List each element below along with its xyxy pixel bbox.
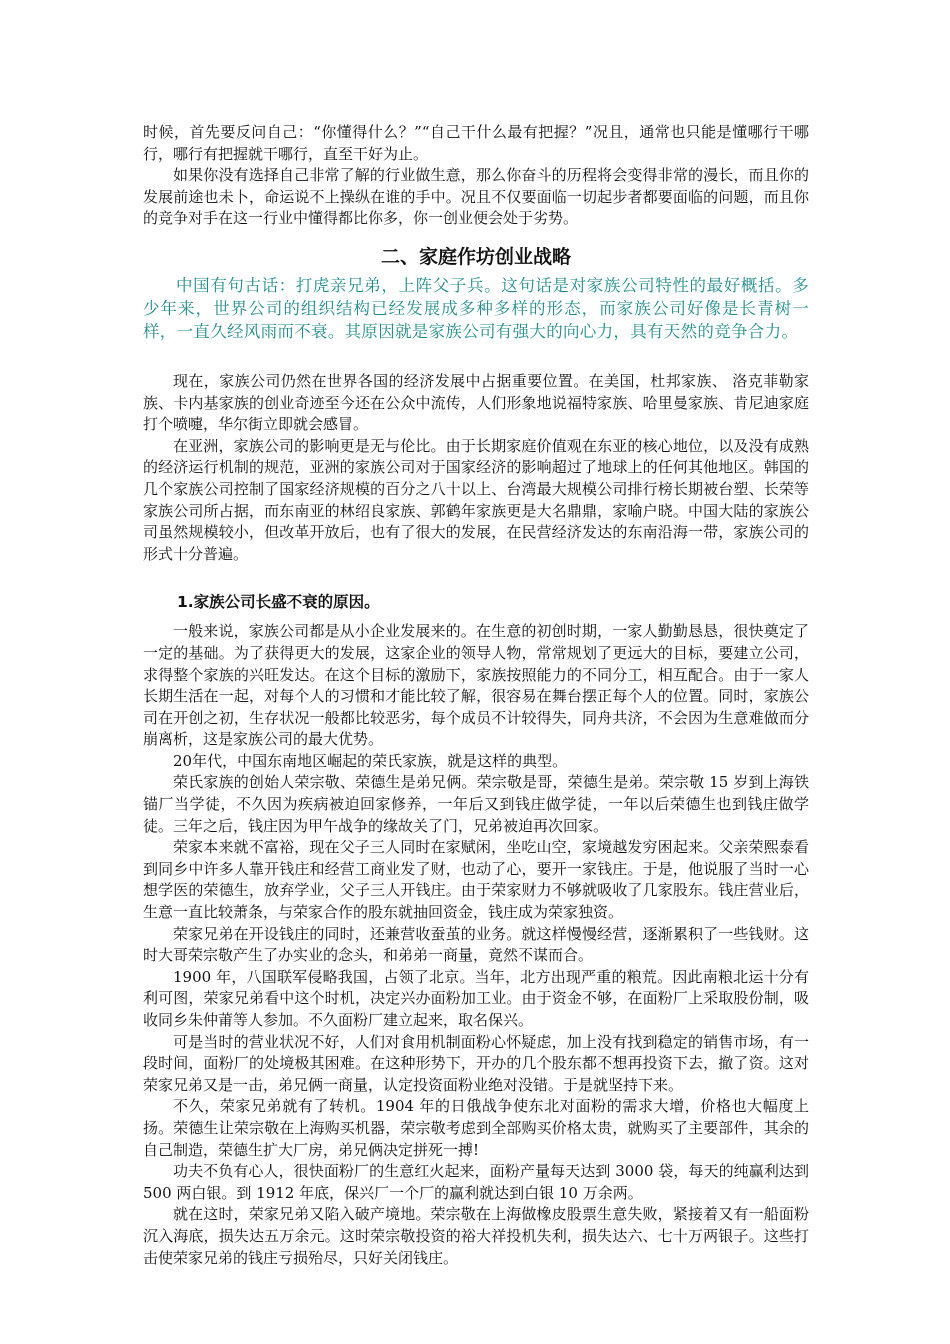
paragraph: 荣家本来就不富裕，现在父子三人同时在家赋闲，坐吃山空，家境越发穷困起来。父亲荣熙泰看到同乡中许多人靠开钱庄和经营工商业发了财，也动了心，要开一家钱庄。于是，他说服了当时一心想学医的荣德生，放弃学业，父子三人开钱庄。由于荣家财力不够就吸收了几家股东。钱庄营业后，生意一直比较萧条，与荣家合作的股东就抽回资金，钱庄成为荣家独资。 (143, 838, 809, 922)
section-heading: 二、家庭作坊创业战略 (380, 245, 571, 268)
paragraph: 20年代，中国东南地区崛起的荣氏家族，就是这样的典型。 (173, 751, 568, 770)
paragraph: 现在，家族公司仍然在世界各国的经济发展中占据重要位置。在美国，杜邦家族、 洛克菲勒家族、卡内基家族的创业奇迹至今还在公众中流传，人们形象地说福特家族、哈里曼家族、肯尼迪家庭打个喷嚏，华尔街立即就会感冒。 (143, 371, 809, 434)
paragraph: 功夫不负有心人，很快面粉厂的生意红火起来，面粉产量每天达到 3000 袋，每天的纯赢利达到 500 两白银。到 1912 年底，保兴厂一个厂的赢利就达到白银 10 万余两。 (143, 1162, 809, 1202)
paragraph: 时候，首先要反问自己：“你懂得什么？”“自己干什么最有把握？”况且，通常也只能是懂哪行干哪行，哪行有把握就干哪行，直至干好为止。 (143, 123, 809, 163)
paragraph: 不久，荣家兄弟就有了转机。1904 年的日俄战争使东北对面粉的需求大增，价格也大幅度上扬。荣德生让荣宗敬在上海购买机器，荣宗敬考虑到全部购买价格太贵，就购买了主要部件，其余的自己制造，荣德生扩大厂房，弟兄俩决定拼死一搏! (143, 1097, 809, 1159)
paragraph: 可是当时的营业状况不好，人们对食用机制面粉心怀疑虑，加上没有找到稳定的销售市场，有一段时间，面粉厂的处境极其困难。在这种形势下，开办的几个股东都不想再投资下去，撤了资。这对荣家兄弟又是一击，弟兄俩一商量，认定投资面粉业绝对没错。于是就坚持下来。 (143, 1032, 809, 1094)
paragraph: 如果你没有选择自己非常了解的行业做生意，那么你奋斗的历程将会变得非常的漫长，而且你的发展前途也未卜，命运说不上操纵在谁的手中。况且不仅要面临一切起步者都要面临的问题，而且你的竞争对手在这一行业中懂得都比你多，你一创业便会处于劣势。 (143, 166, 809, 228)
paragraph: 在亚洲，家族公司的影响更是无与伦比。由于长期家庭价值观在东亚的核心地位，以及没有成熟的经济运行机制的规范，亚洲的家族公司对于国家经济的影响超过了地球上的任何其他地区。韩国的几个家族公司控制了国家经济规模的百分之八十以上、台湾最大规模公司排行榜长期被台塑、长荣等家族公司所占据，而东南亚的林绍良家族、郭鹤年家族更是大名鼎鼎，家喻户晓。中国大陆的家族公司虽然规模较小，但改革开放后，也有了很大的发展，在民营经济发达的东南沿海一带，家族公司的形式十分普遍。 (143, 436, 809, 563)
paragraph: 荣家兄弟在开设钱庄的同时，还兼营收蚕茧的业务。就这样慢慢经营，逐渐累积了一些钱财。这时大哥荣宗敬产生了办实业的念头，和弟弟一商量，竟然不谋而合。 (143, 924, 809, 965)
paragraph: 就在这时，荣家兄弟又陷入破产境地。荣宗敬在上海做橡皮股票生意失败，紧接着又有一船面粉沉入海底，损失达五万余元。这时荣宗敬投资的裕大祥投机失利，损失达六、七十万两银子。这些打击使荣家兄弟的钱庄亏损殆尽，只好关闭钱庄。 (143, 1205, 809, 1267)
paragraph: 一般来说，家族公司都是从小企业发展来的。在生意的初创时期，一家人勤勤恳恳，很快奠定了一定的基础。为了获得更大的发展，这家企业的领导人物，常常规划了更远大的目标，要建立公司，求得整个家族的兴旺发达。在这个目标的激励下，家族按照能力的不同分工，相互配合。由于一家人长期生活在一起，对每个人的习惯和才能比较了解，很容易在舞台摆正每个人的位置。同时，家族公司在开创之初，生存状况一般都比较恶劣，每个成员不计较得失，同舟共济，不会因为生意难做而分崩离析，这是家族公司的最大优势。 (143, 622, 809, 749)
paragraph: 1900 年，八国联军侵略我国，占领了北京。当年，北方出现严重的粮荒。因此南粮北运十分有利可图，荣家兄弟看中这个时机，决定兴办面粉加工业。由于资金不够，在面粉厂上采取股份制，吸收同乡朱仲莆等人参加。不久面粉厂建立起来，取名保兴。 (143, 967, 809, 1029)
subsection-heading: 1.家族公司长盛不衰的原因。 (177, 593, 380, 612)
paragraph: 荣氏家族的创始人荣宗敬、荣德生是弟兄俩。荣宗敬是哥，荣德生是弟。荣宗敬 15 岁到上海铁锚厂当学徒，不久因为疾病被迫回家修养，一年后又到钱庄做学徒，一年以后荣德生也到钱庄做学徒。三年之后，钱庄因为甲午战争的缘故关了门，兄弟被迫再次回家。 (143, 773, 809, 835)
document-page (143, 122, 809, 1269)
intro-quote: 中国有句古话：打虎亲兄弟，上阵父子兵。这句话是对家族公司特性的最好概括。多少年来，世界公司的组织结构已经发展成多种多样的形态，而家族公司好像是长青树一样，一直久经风雨而不衰。其原因就是家族公司有强大的向心力，具有天然的竞争合力。 (143, 275, 809, 341)
